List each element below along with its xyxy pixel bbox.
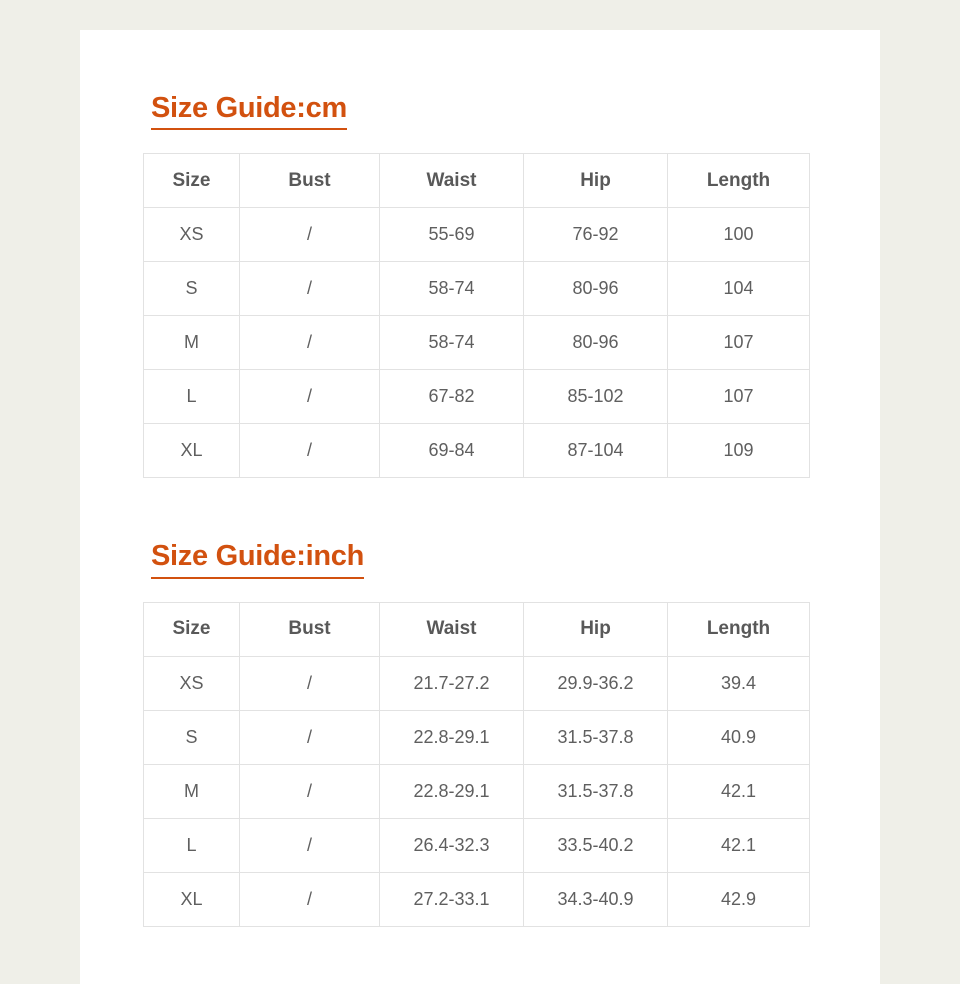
header-row: [144, 154, 810, 208]
table-cell: 107: [668, 316, 810, 370]
size-guide-inch-table: [143, 602, 810, 927]
size-guide-cm-title: Size Guide:cm: [151, 92, 347, 130]
table-cell: 22.8-29.1: [380, 710, 524, 764]
column-header: Hip: [524, 154, 668, 208]
table-row: [144, 262, 810, 316]
table-cell: 42.1: [668, 764, 810, 818]
table-cell: 100: [668, 208, 810, 262]
table-cell: /: [240, 710, 380, 764]
content-card: [80, 30, 880, 984]
table-cell: 107: [668, 370, 810, 424]
table-row: [144, 208, 810, 262]
table-row: [144, 872, 810, 926]
table-cell: 27.2-33.1: [380, 872, 524, 926]
column-header: Waist: [380, 602, 524, 656]
table-row: [144, 424, 810, 478]
table-cell: 104: [668, 262, 810, 316]
table-row: [144, 370, 810, 424]
table-cell: 40.9: [668, 710, 810, 764]
table-cell: XL: [144, 424, 240, 478]
table-cell: 29.9-36.2: [524, 656, 668, 710]
table-cell: 26.4-32.3: [380, 818, 524, 872]
column-header: Length: [668, 154, 810, 208]
table-row: [144, 710, 810, 764]
table-header: [144, 602, 810, 656]
table-cell: S: [144, 710, 240, 764]
table-cell: 31.5-37.8: [524, 710, 668, 764]
table-cell: 76-92: [524, 208, 668, 262]
size-guide-inch-title: Size Guide:inch: [151, 540, 364, 578]
table-cell: 31.5-37.8: [524, 764, 668, 818]
table-row: [144, 656, 810, 710]
table-cell: /: [240, 424, 380, 478]
column-header: Length: [668, 602, 810, 656]
table-cell: 22.8-29.1: [380, 764, 524, 818]
table-body: [144, 656, 810, 926]
table-cell: 58-74: [380, 262, 524, 316]
table-cell: M: [144, 764, 240, 818]
table-cell: /: [240, 764, 380, 818]
table-row: [144, 764, 810, 818]
table-cell: /: [240, 370, 380, 424]
table-cell: XS: [144, 208, 240, 262]
table-cell: 42.1: [668, 818, 810, 872]
table-cell: 85-102: [524, 370, 668, 424]
column-header: Bust: [240, 602, 380, 656]
table-cell: 58-74: [380, 316, 524, 370]
table-cell: /: [240, 316, 380, 370]
table-row: [144, 818, 810, 872]
column-header: Hip: [524, 602, 668, 656]
size-guide-cm-section: [80, 92, 880, 478]
table-cell: XL: [144, 872, 240, 926]
column-header: Waist: [380, 154, 524, 208]
column-header: Size: [144, 602, 240, 656]
table-cell: 87-104: [524, 424, 668, 478]
table-cell: 69-84: [380, 424, 524, 478]
table-cell: /: [240, 208, 380, 262]
table-cell: 67-82: [380, 370, 524, 424]
size-guide-cm-table: [143, 153, 810, 478]
table-cell: 80-96: [524, 262, 668, 316]
table-body: [144, 208, 810, 478]
table-cell: /: [240, 656, 380, 710]
table-cell: 109: [668, 424, 810, 478]
header-row: [144, 602, 810, 656]
table-cell: 33.5-40.2: [524, 818, 668, 872]
table-cell: 80-96: [524, 316, 668, 370]
table-cell: /: [240, 872, 380, 926]
table-cell: 42.9: [668, 872, 810, 926]
table-row: [144, 316, 810, 370]
table-cell: 39.4: [668, 656, 810, 710]
column-header: Bust: [240, 154, 380, 208]
table-header: [144, 154, 810, 208]
table-cell: 34.3-40.9: [524, 872, 668, 926]
table-cell: XS: [144, 656, 240, 710]
table-cell: L: [144, 818, 240, 872]
table-cell: 55-69: [380, 208, 524, 262]
table-cell: 21.7-27.2: [380, 656, 524, 710]
table-cell: L: [144, 370, 240, 424]
column-header: Size: [144, 154, 240, 208]
table-cell: S: [144, 262, 240, 316]
table-cell: M: [144, 316, 240, 370]
size-guide-inch-section: [80, 540, 880, 926]
table-cell: /: [240, 262, 380, 316]
table-cell: /: [240, 818, 380, 872]
